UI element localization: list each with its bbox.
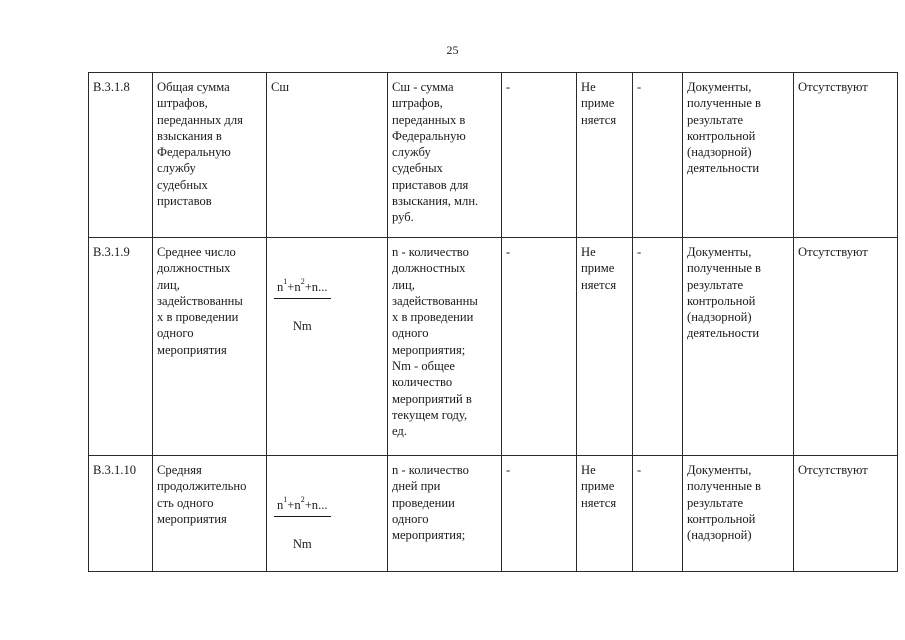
indicator-status: Отсутствуют [794,456,898,572]
indicator-code: B.3.1.9 [89,238,153,456]
indicator-col5: - [502,73,577,238]
indicator-col7: - [633,238,683,456]
fraction [274,480,331,568]
table-row [89,238,898,456]
page-number: 25 [446,43,459,57]
indicator-source: Документы, полученные в результате контрольной (надзорной) деятельности [683,73,794,238]
indicator-status: Отсутствуют [794,238,898,456]
fraction-denominator: Nm [292,537,312,552]
indicator-col5: - [502,238,577,456]
indicator-formula [267,456,388,572]
indicator-formula: Сш [267,73,388,238]
table-row [89,73,898,238]
indicator-definition: n - количество дней при проведении одного мероприятия; [388,456,502,572]
table-row [89,456,898,572]
fraction [274,262,331,350]
indicator-applicability: Не приме няется [577,456,633,572]
indicator-name: Средняя продолжительно сть одного мероприятия [153,456,267,572]
indicators-table [88,72,898,572]
indicator-name: Среднее число должностных лиц, задействованны х в проведении одного мероприятия [153,238,267,456]
indicator-source: Документы, полученные в результате контрольной (надзорной) деятельности [683,238,794,456]
indicator-definition: Сш - сумма штрафов, переданных в Федеральную службу судебных приставов для взыскания, млн. руб. [388,73,502,238]
indicator-col5: - [502,456,577,572]
fraction-numerator: $n^1+n^2+n$... [274,497,331,517]
indicator-col7: - [633,73,683,238]
fraction-numerator: $n^1+n^2+n$... [274,279,331,299]
indicator-applicability: Не приме няется [577,238,633,456]
indicator-status: Отсутствуют [794,73,898,238]
fraction-denominator: Nm [292,319,312,334]
indicator-name: Общая сумма штрафов, переданных для взыскания в Федеральную службу судебных приставов [153,73,267,238]
indicator-col7: - [633,456,683,572]
indicator-code: B.3.1.8 [89,73,153,238]
indicator-formula [267,238,388,456]
indicator-code: B.3.1.10 [89,456,153,572]
indicator-source: Документы, полученные в результате контрольной (надзорной) [683,456,794,572]
indicator-applicability: Не приме няется [577,73,633,238]
indicator-definition: n - количество должностных лиц, задействованны х в проведении одного мероприятия; Nm - общее количество мероприятий в текущем году, ед. [388,238,502,456]
